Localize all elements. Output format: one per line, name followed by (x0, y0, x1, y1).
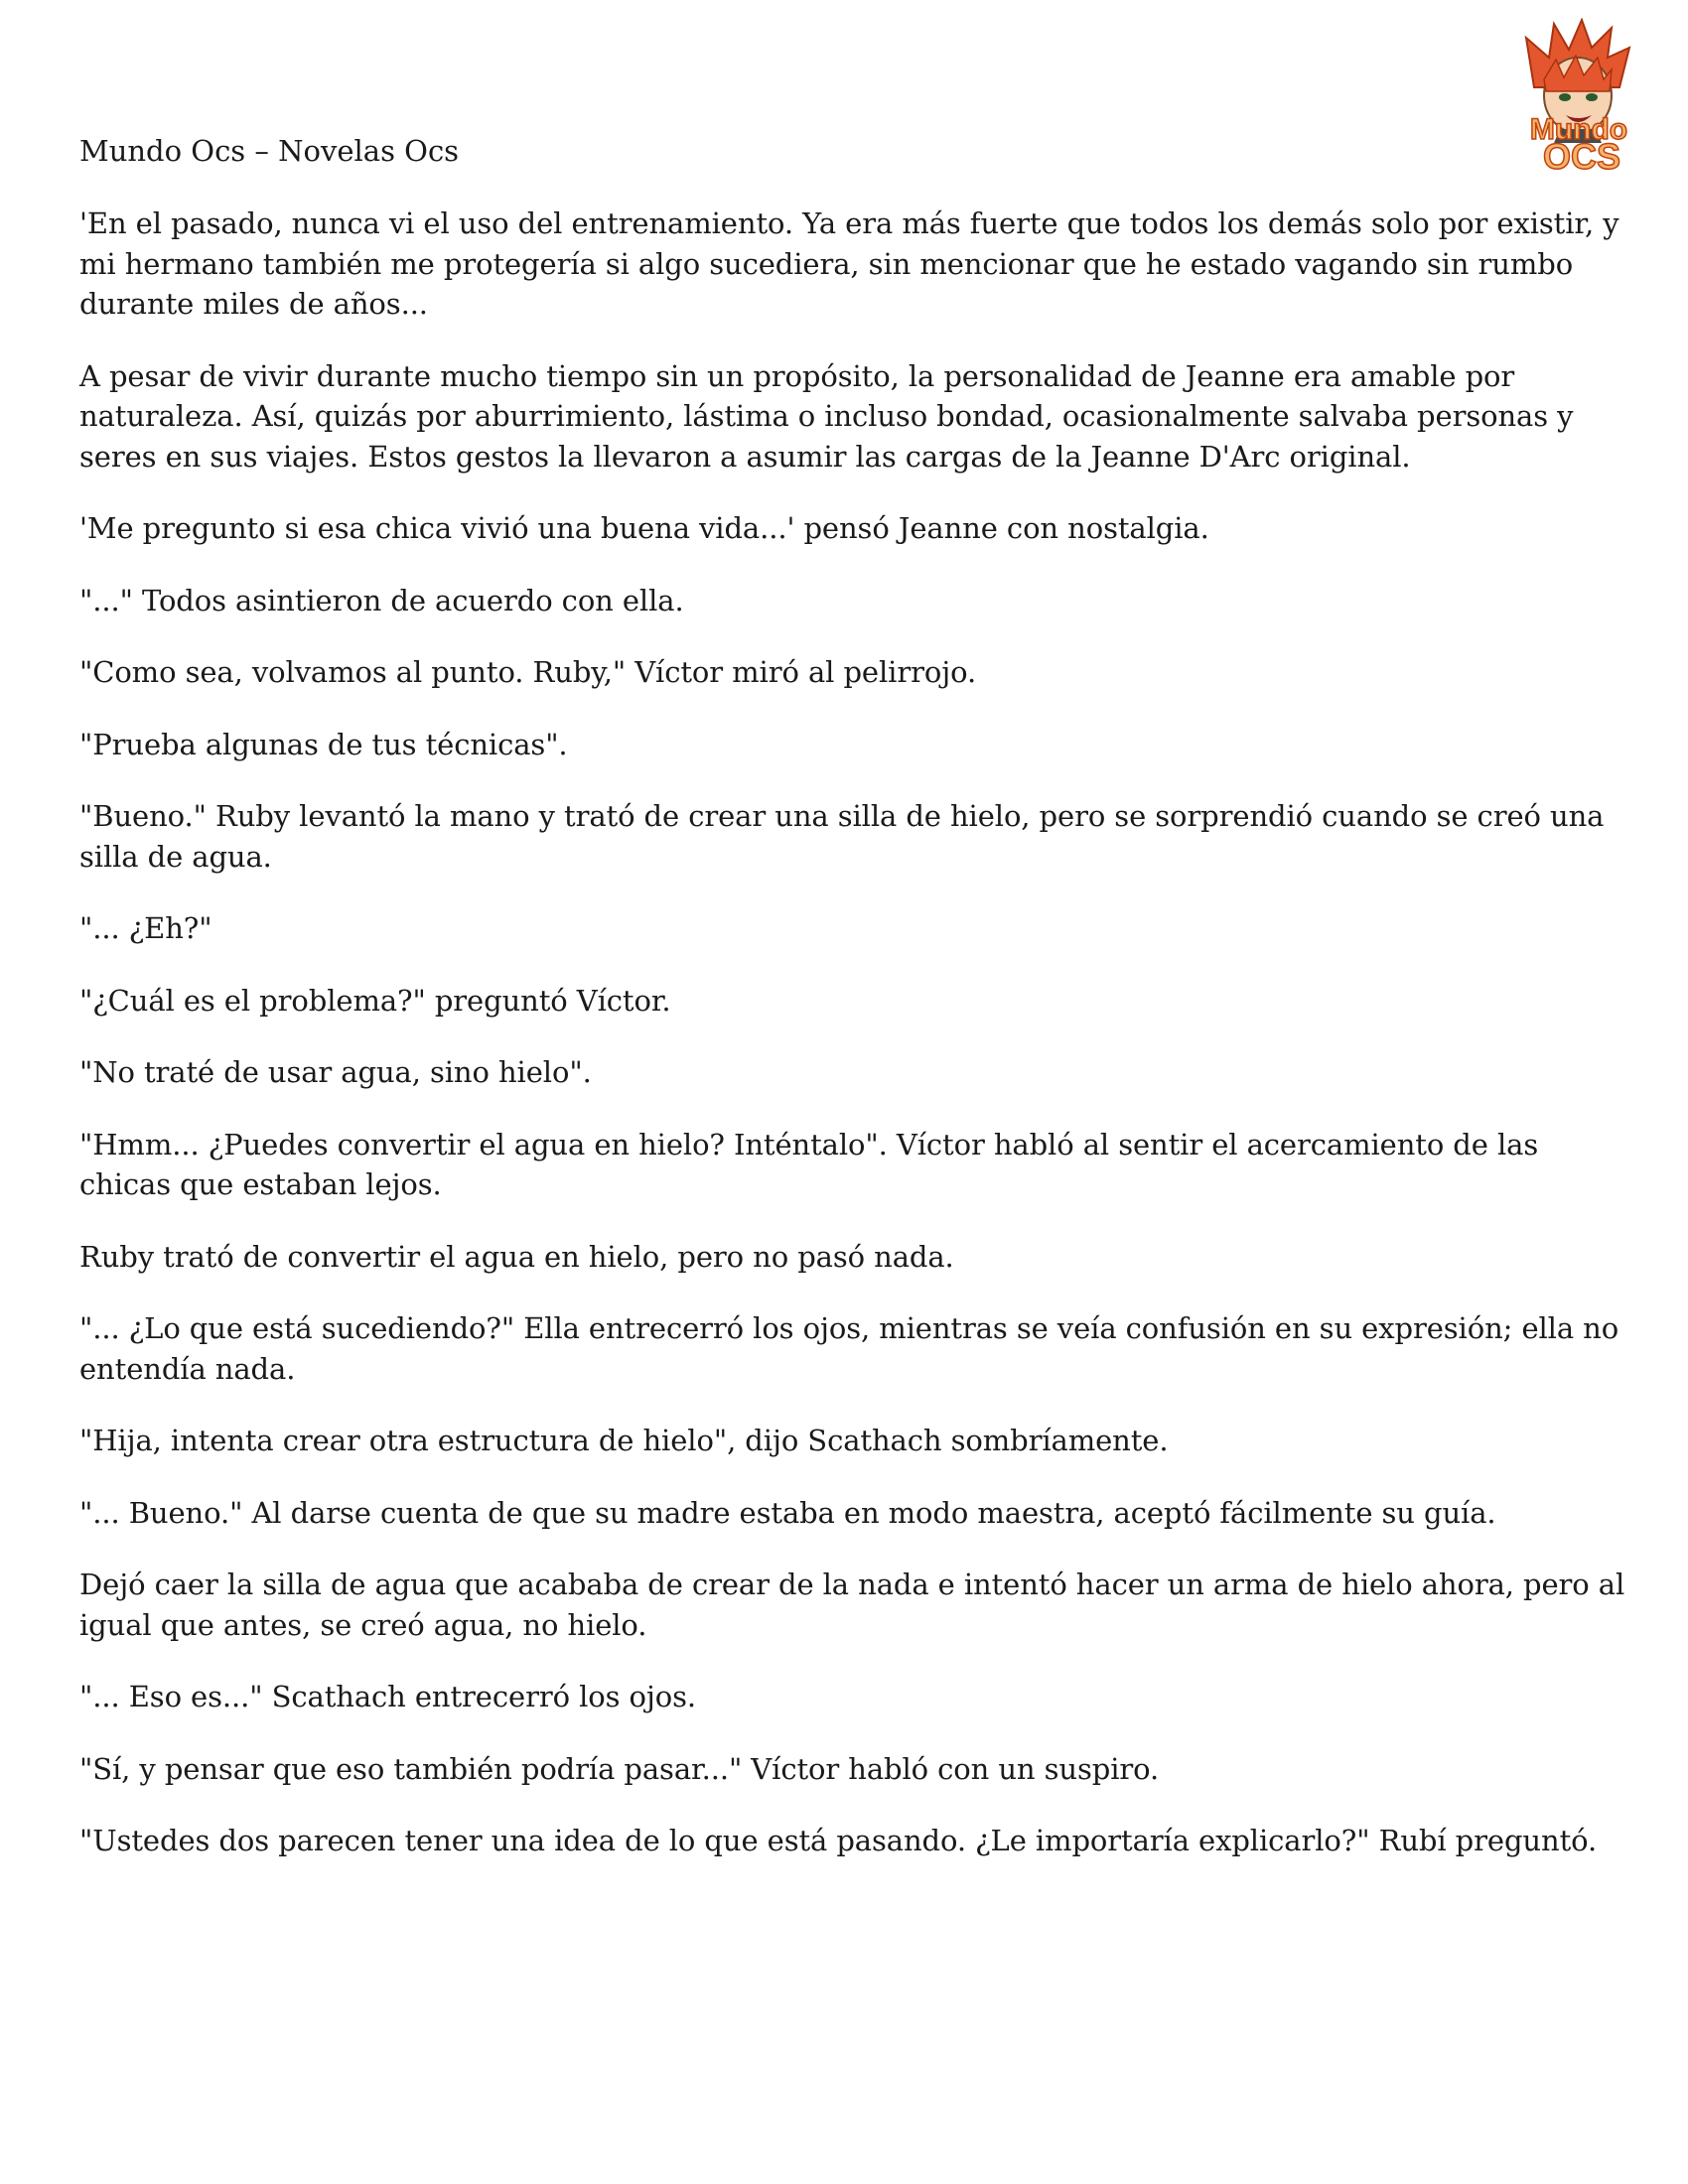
paragraph: "Como sea, volvamos al punto. Ruby," Víctor miró al pelirrojo. (79, 655, 977, 689)
paragraph: "... ¿Lo que está sucediendo?" Ella entrecerró los ojos, mientras se veía confusión en su expresión; ella no entendía nada. (79, 1311, 1619, 1386)
paragraph: Dejó caer la silla de agua que acababa de crear de la nada e intentó hacer un arma de hielo ahora, pero al igual que antes, se creó agua, no hielo. (79, 1568, 1625, 1642)
paragraph: "Sí, y pensar que eso también podría pasar..." Víctor habló con un suspiro. (79, 1751, 1160, 1786)
paragraph: "Bueno." Ruby levantó la mano y trató de crear una silla de hielo, pero se sorprendió cuando se creó una silla de agua. (79, 799, 1605, 874)
paragraph: "Prueba algunas de tus técnicas". (79, 727, 568, 761)
logo-text-line1: Mundo (1529, 113, 1628, 146)
paragraph: "... ¿Eh?" (79, 911, 212, 945)
page-header: Mundo Ocs – Novelas Ocs (79, 134, 460, 168)
paragraph: A pesar de vivir durante mucho tiempo sin un propósito, la personalidad de Jeanne era amable por naturaleza. Así, quizás por aburrimiento, lástima o incluso bondad, ocasionalmente salvaba personas y seres en sus viajes. Estos gestos la llevaron a asumir las cargas de la Jeanne D'Arc original. (79, 358, 1574, 474)
paragraph: "Hmm... ¿Puedes convertir el agua en hielo? Inténtalo". Víctor habló al sentir el acercamiento de las chicas que estaban lejos. (79, 1127, 1539, 1201)
mundo-ocs-logo (1504, 18, 1653, 177)
paragraph: "..." Todos asintieron de acuerdo con ella. (79, 583, 684, 617)
paragraph: "No traté de usar agua, sino hielo". (79, 1055, 592, 1089)
paragraph: "Ustedes dos parecen tener una idea de lo que está pasando. ¿Le importaría explicarlo?" Rubí preguntó. (79, 1824, 1598, 1857)
paragraph: Ruby trató de convertir el agua en hielo, pero no pasó nada. (79, 1239, 954, 1274)
paragraph: 'En el pasado, nunca vi el uso del entrenamiento. Ya era más fuerte que todos los demás solo por existir, y mi hermano también me protegería si algo sucediera, sin mencionar que he estado vagando sin rumbo durante miles de años... (79, 206, 1619, 321)
document-body (79, 204, 1628, 1893)
paragraph: "¿Cuál es el problema?" preguntó Víctor. (79, 983, 671, 1018)
paragraph: "... Bueno." Al darse cuenta de que su madre estaba en modo maestra, aceptó fácilmente su guía. (79, 1495, 1496, 1530)
logo-text-line2: OCS (1542, 136, 1621, 177)
paragraph: 'Me pregunto si esa chica vivió una buena vida...' pensó Jeanne con nostalgia. (79, 511, 1209, 545)
red-haired-character-logo-icon (1504, 18, 1653, 177)
paragraph: "... Eso es..." Scathach entrecerró los ojos. (79, 1680, 697, 1713)
paragraph: "Hija, intenta crear otra estructura de hielo", dijo Scathach sombríamente. (79, 1424, 1169, 1457)
